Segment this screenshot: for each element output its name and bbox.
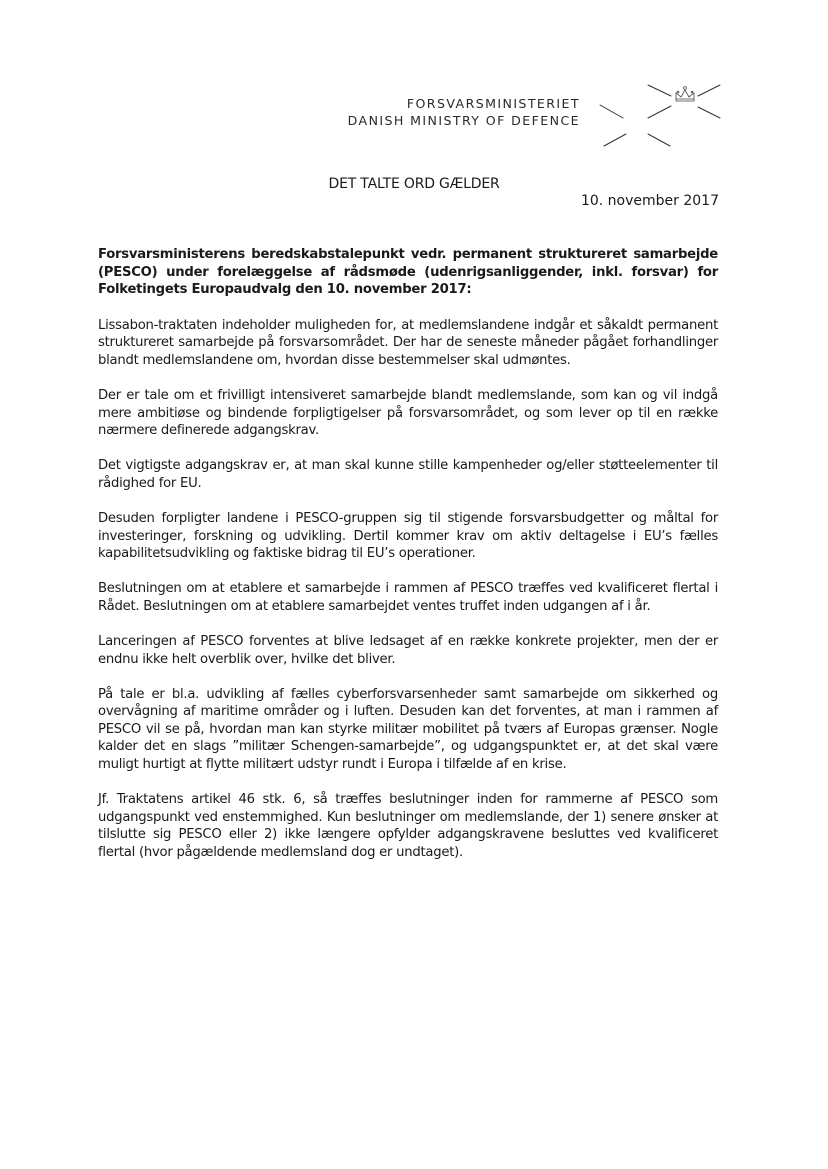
- paragraph: På tale er bl.a. udvikling af fælles cyberforsvarsenheder samt samarbejde om sikkerhed og overvågning af maritime områder og i luften. Desuden kan det forventes, at man i rammen af PESCO vil se på, hvordan man kan styrke militær mobilitet på tværs af Europas grænser. Nogle kalder det en slags ”militær Schengen-samarbejde”, og udgangspunktet er, at det skal være muligt hurtigt at flytte militært udstyr rundt i Europa i tilfælde af en krise.: [98, 686, 718, 773]
- spoken-word-notice: DET TALTE ORD GÆLDER: [328, 176, 500, 192]
- paragraph: Der er tale om et frivilligt intensiveret samarbejde blandt medlemslande, som kan og vil indgå mere ambitiøse og bindende forpligtigelser på forsvarsområdet, og som lever op til en række nærmere definerede adgangskrav.: [98, 388, 718, 439]
- crown-emblem-icon: [596, 78, 726, 152]
- document-heading: Forsvarsministerens beredskabstalepunkt vedr. permanent struktureret samarbejde (PESCO) under forelæggelse af rådsmøde (udenrigsanliggender, inkl. forsvar) for Folketingets Europaudvalg den 10. november 2017:: [98, 247, 718, 298]
- letterhead: [348, 95, 580, 129]
- document-date: 10. november 2017: [580, 193, 719, 209]
- paragraph: Det vigtigste adgangskrav er, at man skal kunne stille kampenheder og/eller støtteelementer til rådighed for EU.: [98, 458, 718, 491]
- org-name-danish: FORSVARSMINISTERIET: [406, 96, 580, 111]
- paragraph: Jf. Traktatens artikel 46 stk. 6, så træffes beslutninger inden for rammerne af PESCO som udgangspunkt ved enstemmighed. Kun beslutninger om medlemslande, der 1) senere ønsker at tilslutte sig PESCO eller 2) ikke længere opfylder adgangskravene besluttes ved kvalificeret flertal (hvor pågældende medlemsland dog er undtaget).: [98, 792, 718, 860]
- paragraph: Desuden forpligter landene i PESCO-gruppen sig til stigende forsvarsbudgetter og måltal for investeringer, forskning og udvikling. Dertil kommer krav om aktiv deltagelse i EU’s fælles kapabilitetsudvikling og faktiske bidrag til EU’s operationer.: [98, 511, 718, 562]
- paragraph: Lanceringen af PESCO forventes at blive ledsaget af en række konkrete projekter, men der er endnu ikke helt overblik over, hvilke det bliver.: [98, 634, 718, 667]
- org-name-english: DANISH MINISTRY OF DEFENCE: [347, 113, 580, 128]
- paragraph: Lissabon-traktaten indeholder muligheden for, at medlemslandene indgår et såkaldt permanent struktureret samarbejde på forsvarsområdet. Der har de seneste måneder pågået forhandlinger blandt medlemslandene om, hvordan disse bestemmelser skal udmøntes.: [98, 317, 718, 368]
- paragraph: Beslutningen om at etablere et samarbejde i rammen af PESCO træffes ved kvalificeret flertal i Rådet. Beslutningen om at etablere samarbejdet ventes truffet inden udgangen af i år.: [98, 581, 718, 614]
- document-body: [98, 246, 718, 879]
